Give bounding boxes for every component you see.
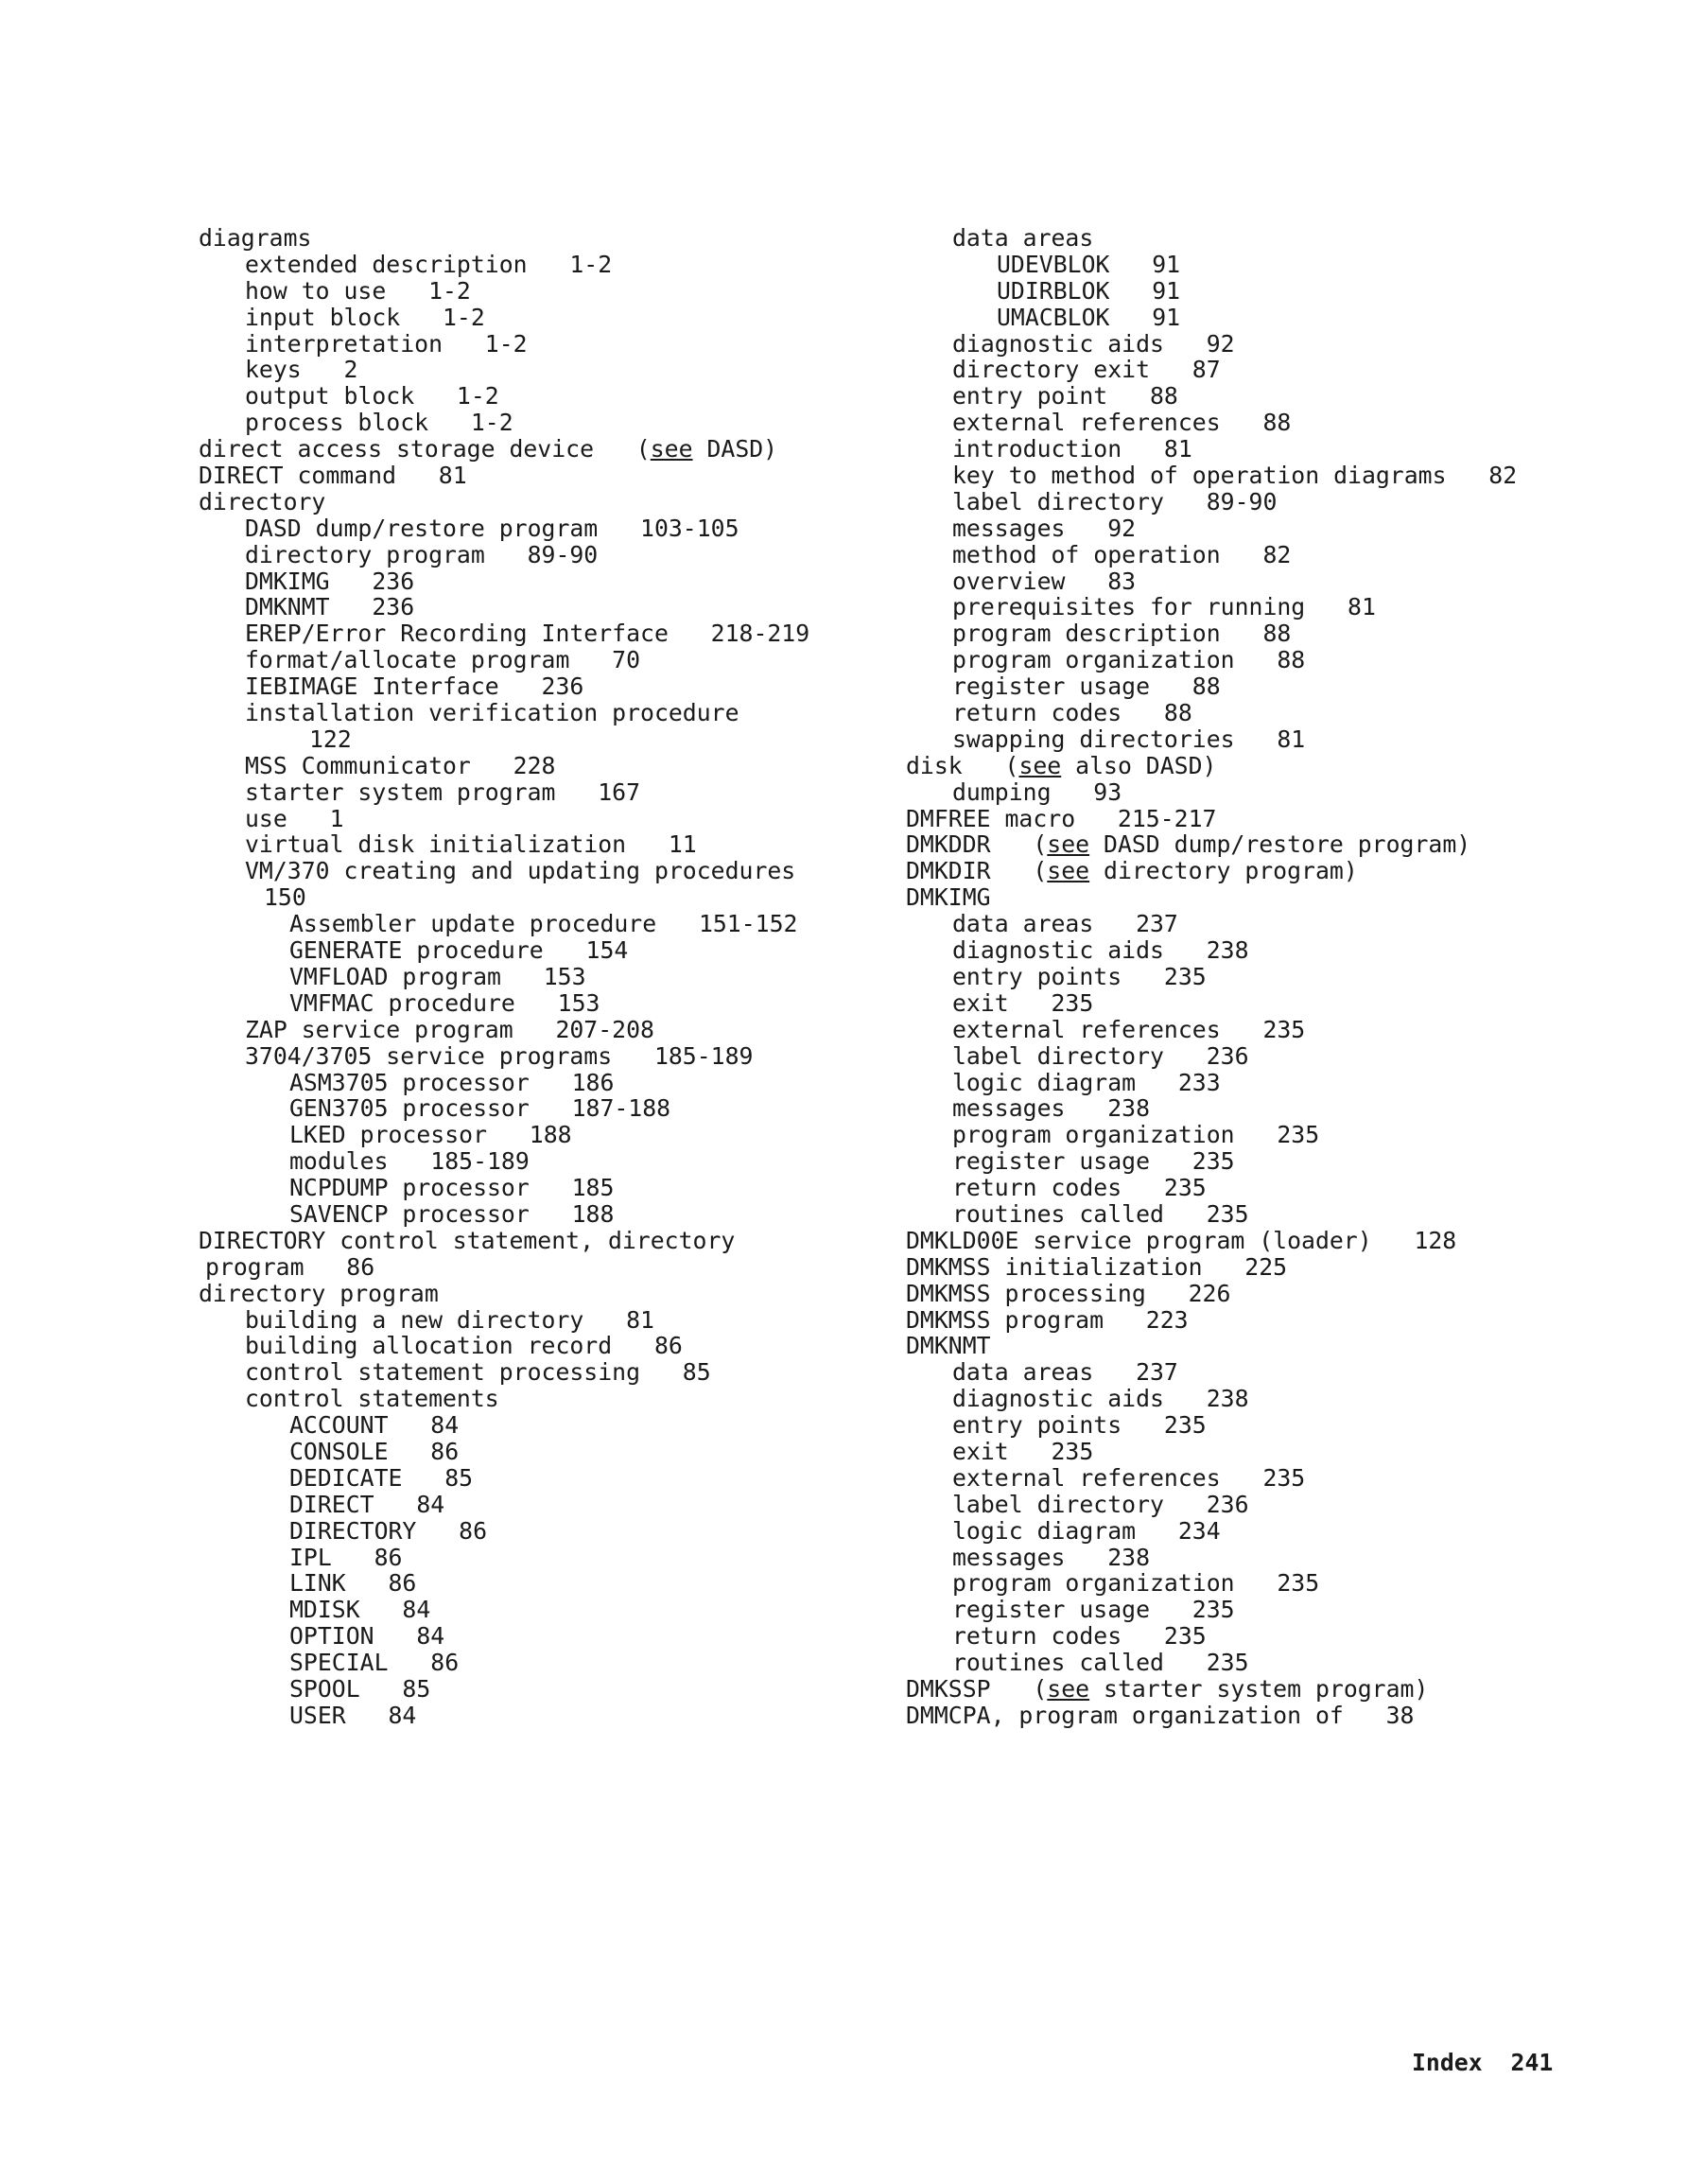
index-subentry: ASM3705 processor 186: [289, 1068, 615, 1096]
index-subentry: key to method of operation diagrams 82: [952, 462, 1518, 490]
index-subentry: data areas: [952, 224, 1094, 252]
index-subentry: logic diagram 233: [952, 1068, 1221, 1096]
index-subentry: directory exit 87: [952, 356, 1221, 384]
index-subentry: diagnostic aids 238: [952, 1385, 1249, 1413]
index-entry: DMKLD00E service program (loader) 128: [906, 1226, 1457, 1254]
index-subentry: DMKNMT 236: [245, 593, 415, 621]
index-subentry: program organization 235: [952, 1569, 1320, 1598]
index-subentry: keys 2: [245, 356, 358, 384]
index-subentry: return codes 88: [952, 699, 1192, 727]
index-subentry: external references 235: [952, 1463, 1306, 1492]
index-subentry: diagnostic aids 238: [952, 936, 1249, 965]
index-subentry: CONSOLE 86: [289, 1437, 460, 1465]
index-subentry: starter system program 167: [245, 778, 641, 806]
index-subentry: return codes 235: [952, 1622, 1207, 1651]
index-subentry: register usage 235: [952, 1596, 1235, 1624]
index-subentry: routines called 235: [952, 1649, 1249, 1677]
index-subentry: VM/370 creating and updating procedures: [245, 857, 796, 885]
index-subentry: label directory 236: [952, 1041, 1249, 1070]
index-subentry: IEBIMAGE Interface 236: [245, 673, 584, 701]
index-subentry: MSS Communicator 228: [245, 751, 556, 779]
index-entry: DMKMSS processing 226: [906, 1279, 1231, 1307]
index-subentry: installation verification procedure: [245, 699, 739, 727]
index-subentry: DEDICATE 85: [289, 1463, 474, 1492]
index-subentry: VMFMAC procedure 153: [289, 988, 600, 1017]
index-subentry: control statements: [245, 1385, 499, 1413]
index-subentry: ZAP service program 207-208: [245, 1015, 654, 1043]
index-entry: direct access storage device (see DASD): [199, 435, 778, 463]
index-subentry: dumping 93: [952, 778, 1122, 806]
index-subentry: data areas 237: [952, 1358, 1178, 1387]
index-subentry: MDISK 84: [289, 1596, 431, 1624]
index-subentry: Assembler update procedure 151-152: [289, 910, 798, 938]
index-subentry: diagnostic aids 92: [952, 329, 1235, 358]
index-subentry: label directory 236: [952, 1490, 1249, 1518]
index-subentry: process block 1-2: [245, 409, 513, 437]
index-subentry: program description 88: [952, 620, 1292, 648]
index-entry: DMKDIR (see directory program): [906, 857, 1358, 885]
index-subentry: return codes 235: [952, 1174, 1207, 1202]
index-subentry: input block 1-2: [245, 303, 485, 331]
index-subentry: entry points 235: [952, 962, 1207, 990]
index-subentry: logic diagram 234: [952, 1516, 1221, 1545]
index-column-right: [906, 225, 1517, 1729]
index-entry: directory: [199, 487, 326, 515]
index-subentry: SAVENCP processor 188: [289, 1199, 615, 1228]
index-subentry: entry points 235: [952, 1411, 1207, 1440]
index-entry: DIRECT command 81: [199, 462, 467, 490]
index-subentry: register usage 235: [952, 1147, 1235, 1176]
index-subentry: IPL 86: [289, 1543, 403, 1571]
index-subentry: directory program 89-90: [245, 540, 599, 568]
index-entry: DIRECTORY control statement, directory: [199, 1226, 736, 1254]
index-subentry: overview 83: [952, 567, 1137, 595]
see-reference: see: [1047, 830, 1090, 859]
index-subentry: register usage 88: [952, 673, 1221, 701]
index-subentry: building allocation record 86: [245, 1332, 683, 1360]
index-entry: DMKIMG: [906, 883, 991, 912]
index-subentry: 150: [264, 883, 306, 912]
index-entry: DMKMSS program 223: [906, 1305, 1189, 1334]
index-subentry: DIRECTORY 86: [289, 1516, 488, 1545]
index-subentry: format/allocate program 70: [245, 646, 641, 674]
index-subentry: swapping directories 81: [952, 725, 1306, 753]
index-subentry: control statement processing 85: [245, 1358, 711, 1387]
index-subentry: messages 238: [952, 1094, 1151, 1123]
index-subentry: UDEVBLOK 91: [997, 250, 1181, 278]
index-subentry: LKED processor 188: [289, 1121, 572, 1149]
index-subentry: data areas 237: [952, 910, 1178, 938]
index-entry: diagrams: [199, 224, 312, 252]
index-subentry: virtual disk initialization 11: [245, 830, 697, 859]
see-reference: see: [1047, 857, 1090, 885]
page-number: 241: [1510, 2049, 1554, 2076]
index-subentry: modules 185-189: [289, 1147, 530, 1176]
index-subentry: external references 88: [952, 409, 1292, 437]
index-subentry: DASD dump/restore program 103-105: [245, 514, 739, 542]
index-entry: directory program: [199, 1279, 439, 1307]
index-subentry: label directory 89-90: [952, 487, 1278, 515]
index-entry: DMMCPA, program organization of 38: [906, 1701, 1415, 1729]
index-subentry: DMKIMG 236: [245, 567, 415, 595]
index-subentry: external references 235: [952, 1015, 1306, 1043]
index-entry: DMKSSP (see starter system program): [906, 1674, 1429, 1703]
index-subentry: extended description 1-2: [245, 250, 613, 278]
index-subentry: VMFLOAD program 153: [289, 962, 586, 990]
index-subentry: messages 238: [952, 1543, 1151, 1571]
index-entry: DMKNMT: [906, 1332, 991, 1360]
see-reference: see: [1047, 1674, 1090, 1703]
index-subentry: output block 1-2: [245, 382, 499, 411]
index-subentry: program 86: [205, 1252, 375, 1281]
index-subentry: NCPDUMP processor 185: [289, 1174, 615, 1202]
index-subentry: ACCOUNT 84: [289, 1411, 460, 1440]
see-reference: see: [1018, 751, 1062, 779]
index-subentry: GENERATE procedure 154: [289, 936, 629, 965]
index-subentry: entry point 88: [952, 382, 1178, 411]
index-subentry: USER 84: [289, 1701, 417, 1729]
index-subentry: exit 235: [952, 1437, 1094, 1465]
index-entry: disk (see also DASD): [906, 751, 1217, 779]
index-subentry: GEN3705 processor 187-188: [289, 1094, 671, 1123]
index-subentry: exit 235: [952, 988, 1094, 1017]
footer-label: Index: [1412, 2049, 1483, 2076]
index-subentry: program organization 88: [952, 646, 1306, 674]
index-subentry: program organization 235: [952, 1121, 1320, 1149]
index-subentry: routines called 235: [952, 1199, 1249, 1228]
index-subentry: SPOOL 85: [289, 1674, 431, 1703]
index-subentry: DIRECT 84: [289, 1490, 445, 1518]
index-subentry: 3704/3705 service programs 185-189: [245, 1041, 754, 1070]
index-subentry: SPECIAL 86: [289, 1649, 460, 1677]
index-subentry: interpretation 1-2: [245, 329, 528, 358]
index-subentry: messages 92: [952, 514, 1137, 542]
index-entry: DMKDDR (see DASD dump/restore program): [906, 830, 1471, 859]
see-reference: see: [650, 435, 693, 463]
index-subentry: use 1: [245, 804, 344, 832]
index-subentry: LINK 86: [289, 1569, 417, 1598]
index-subentry: OPTION 84: [289, 1622, 445, 1651]
index-column-left: [199, 225, 809, 1729]
index-subentry: UMACBLOK 91: [997, 303, 1181, 331]
index-entry: DMFREE macro 215-217: [906, 804, 1217, 832]
index-subentry: prerequisites for running 81: [952, 593, 1376, 621]
index-subentry: 122: [309, 725, 352, 753]
index-subentry: UDIRBLOK 91: [997, 276, 1181, 305]
index-subentry: introduction 81: [952, 435, 1192, 463]
index-subentry: method of operation 82: [952, 540, 1292, 568]
page-footer: [1412, 2049, 1553, 2077]
index-subentry: EREP/Error Recording Interface 218-219: [245, 620, 810, 648]
index-entry: DMKMSS initialization 225: [906, 1252, 1288, 1281]
index-subentry: how to use 1-2: [245, 276, 471, 305]
index-subentry: building a new directory 81: [245, 1305, 654, 1334]
